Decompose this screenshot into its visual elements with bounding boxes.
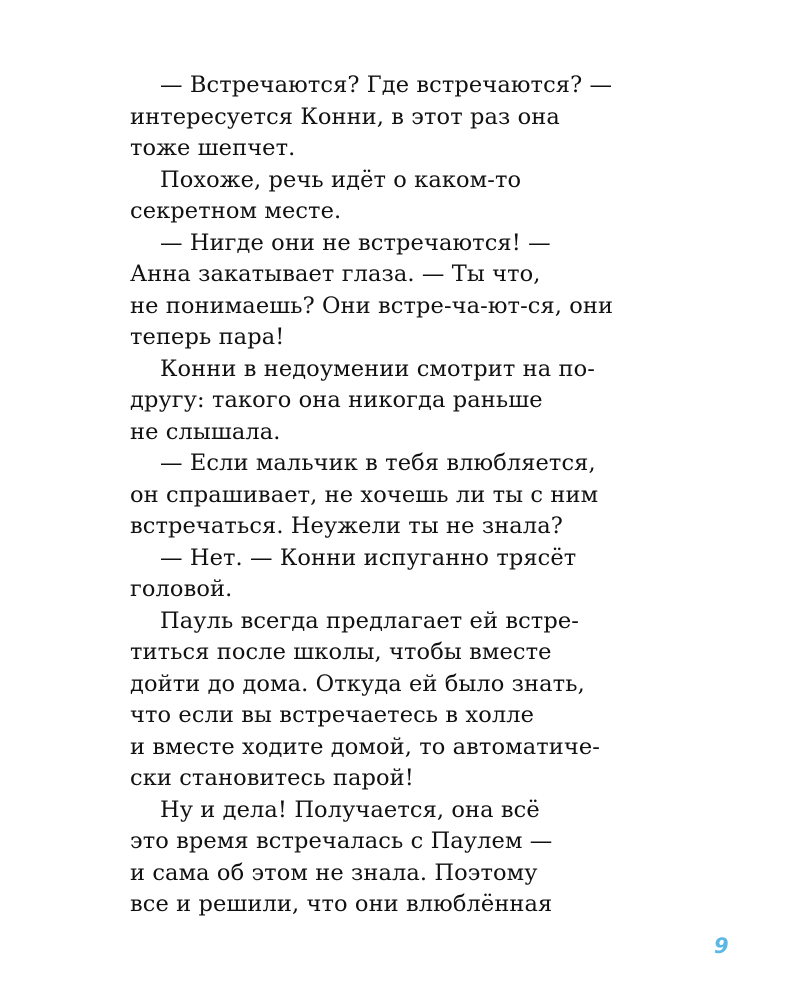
text-line: интересуется Конни, в этот раз она — [130, 103, 560, 130]
text-line: — Если мальчик в тебя влюбляется, — [160, 450, 596, 476]
text-line: — Нигде они не встречаются! — — [160, 229, 551, 256]
text-line: головой. — [130, 576, 233, 602]
text-line: все и решили, что они влюблённая — [130, 891, 553, 917]
text-line: Анна закатывает глаза. — Ты что, — [130, 261, 541, 287]
text-line: титься после школы, чтобы вместе — [130, 639, 552, 665]
text-line: — Встречаются? Где встречаются? — — [160, 72, 613, 98]
text-line: что если вы встречаетесь в холле — [130, 702, 535, 728]
text-line: и вместе ходите домой, то автоматиче- — [130, 733, 600, 760]
text-line: он спрашивает, не хочешь ли ты с ним — [130, 481, 599, 508]
text-line: и сама об этом не знала. Поэтому — [130, 859, 538, 886]
text-line: встречаться. Неужели ты не знала? — [130, 513, 563, 539]
text-line: не слышала. — [130, 418, 281, 445]
text-line: не понимаешь? Они встре-ча-ют-ся, они — [130, 292, 614, 319]
page-number: 9 — [714, 934, 729, 958]
text-line: это время встречалась с Паулем — — [130, 828, 553, 854]
text-line: дойти до дома. Откуда ей было знать, — [130, 670, 585, 697]
text-line: Пауль всегда предлагает ей встре- — [160, 607, 579, 634]
text-line: тоже шепчет. — [130, 135, 296, 161]
text-line: ски становитесь парой! — [130, 765, 414, 791]
text-line: другу: такого она никогда раньше — [130, 387, 543, 413]
text-line: Ну и дела! Получается, она всё — [160, 796, 540, 823]
text-line: Конни в недоумении смотрит на по- — [160, 355, 595, 382]
text-line: теперь пара! — [130, 324, 285, 350]
text-line: секретном месте. — [130, 198, 342, 224]
body-text — [130, 70, 750, 921]
text-line: Похоже, речь идёт о каком-то — [160, 166, 522, 193]
text-line: — Нет. — Конни испуганно трясёт — [160, 544, 577, 571]
